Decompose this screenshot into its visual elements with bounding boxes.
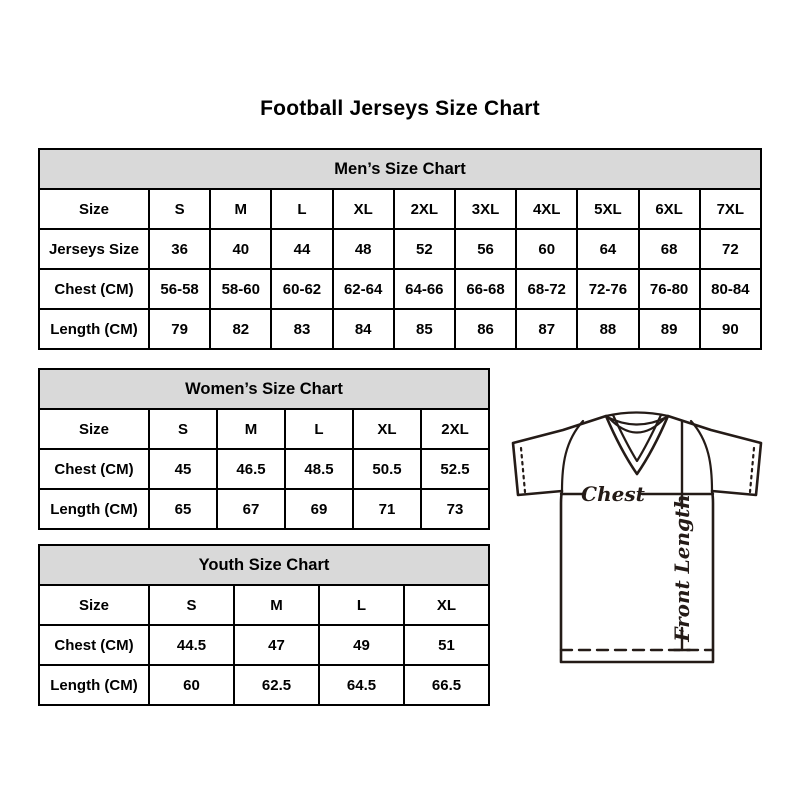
value-cell: S bbox=[149, 409, 217, 449]
value-cell: 79 bbox=[149, 309, 210, 349]
page-title: Football Jerseys Size Chart bbox=[260, 97, 540, 120]
jersey-measurement-diagram bbox=[505, 401, 777, 693]
table-row bbox=[39, 189, 761, 229]
youth-size-table bbox=[38, 544, 490, 704]
value-cell: 3XL bbox=[455, 189, 516, 229]
table-title: Women’s Size Chart bbox=[39, 369, 489, 409]
value-cell: 84 bbox=[333, 309, 394, 349]
right-sleeve-dotted-line bbox=[750, 448, 754, 492]
value-cell: 44.5 bbox=[149, 625, 234, 665]
value-cell: 73 bbox=[421, 489, 489, 529]
size-table bbox=[38, 148, 762, 350]
value-cell: S bbox=[149, 189, 210, 229]
table-title-row bbox=[39, 149, 761, 189]
value-cell: 62.5 bbox=[234, 665, 319, 705]
value-cell: S bbox=[149, 585, 234, 625]
value-cell: 89 bbox=[639, 309, 700, 349]
value-cell: 62-64 bbox=[333, 269, 394, 309]
table-row bbox=[39, 229, 761, 269]
jersey-outline bbox=[513, 416, 761, 662]
value-cell: 46.5 bbox=[217, 449, 285, 489]
value-cell: 72-76 bbox=[577, 269, 638, 309]
value-cell: XL bbox=[404, 585, 489, 625]
value-cell: 49 bbox=[319, 625, 404, 665]
value-cell: 71 bbox=[353, 489, 421, 529]
value-cell: 2XL bbox=[421, 409, 489, 449]
table-row bbox=[39, 665, 489, 705]
size-table bbox=[38, 368, 490, 530]
table-row bbox=[39, 625, 489, 665]
value-cell: 86 bbox=[455, 309, 516, 349]
value-cell: 88 bbox=[577, 309, 638, 349]
row-header-cell: Size bbox=[39, 585, 149, 625]
value-cell: 56-58 bbox=[149, 269, 210, 309]
row-header-cell: Size bbox=[39, 189, 149, 229]
value-cell: 64-66 bbox=[394, 269, 455, 309]
value-cell: 80-84 bbox=[700, 269, 761, 309]
value-cell: 60-62 bbox=[271, 269, 332, 309]
value-cell: 82 bbox=[210, 309, 271, 349]
womens-size-table bbox=[38, 368, 490, 528]
value-cell: 4XL bbox=[516, 189, 577, 229]
chest-label: Chest bbox=[581, 482, 645, 506]
row-header-cell: Length (CM) bbox=[39, 489, 149, 529]
value-cell: 85 bbox=[394, 309, 455, 349]
value-cell: M bbox=[217, 409, 285, 449]
value-cell: L bbox=[271, 189, 332, 229]
value-cell: 64 bbox=[577, 229, 638, 269]
right-armhole-seam bbox=[691, 421, 712, 491]
mens-size-table bbox=[38, 148, 762, 348]
value-cell: 60 bbox=[516, 229, 577, 269]
row-header-cell: Chest (CM) bbox=[39, 625, 149, 665]
table-row bbox=[39, 269, 761, 309]
row-header-cell: Chest (CM) bbox=[39, 449, 149, 489]
value-cell: 36 bbox=[149, 229, 210, 269]
row-header-cell: Length (CM) bbox=[39, 665, 149, 705]
value-cell: 67 bbox=[217, 489, 285, 529]
value-cell: 44 bbox=[271, 229, 332, 269]
table-row bbox=[39, 409, 489, 449]
value-cell: 6XL bbox=[639, 189, 700, 229]
value-cell: 69 bbox=[285, 489, 353, 529]
value-cell: 50.5 bbox=[353, 449, 421, 489]
value-cell: 64.5 bbox=[319, 665, 404, 705]
row-header-cell: Chest (CM) bbox=[39, 269, 149, 309]
value-cell: 58-60 bbox=[210, 269, 271, 309]
value-cell: 66.5 bbox=[404, 665, 489, 705]
row-header-cell: Size bbox=[39, 409, 149, 449]
value-cell: 76-80 bbox=[639, 269, 700, 309]
table-row bbox=[39, 489, 489, 529]
value-cell: M bbox=[234, 585, 319, 625]
value-cell: 72 bbox=[700, 229, 761, 269]
row-header-cell: Length (CM) bbox=[39, 309, 149, 349]
left-armhole-seam bbox=[562, 421, 583, 491]
value-cell: M bbox=[210, 189, 271, 229]
table-title: Youth Size Chart bbox=[39, 545, 489, 585]
value-cell: 48 bbox=[333, 229, 394, 269]
value-cell: 40 bbox=[210, 229, 271, 269]
value-cell: 45 bbox=[149, 449, 217, 489]
table-title: Men’s Size Chart bbox=[39, 149, 761, 189]
table-title-row bbox=[39, 545, 489, 585]
front-length-label: Front Length bbox=[670, 494, 694, 642]
value-cell: 5XL bbox=[577, 189, 638, 229]
left-sleeve-dotted-line bbox=[521, 448, 525, 492]
table-row bbox=[39, 585, 489, 625]
value-cell: 52 bbox=[394, 229, 455, 269]
table-title-row bbox=[39, 369, 489, 409]
value-cell: L bbox=[285, 409, 353, 449]
table-row bbox=[39, 309, 761, 349]
value-cell: 68 bbox=[639, 229, 700, 269]
value-cell: 47 bbox=[234, 625, 319, 665]
value-cell: 90 bbox=[700, 309, 761, 349]
value-cell: 52.5 bbox=[421, 449, 489, 489]
size-table bbox=[38, 544, 490, 706]
value-cell: 51 bbox=[404, 625, 489, 665]
value-cell: 48.5 bbox=[285, 449, 353, 489]
value-cell: 7XL bbox=[700, 189, 761, 229]
value-cell: 56 bbox=[455, 229, 516, 269]
value-cell: 60 bbox=[149, 665, 234, 705]
value-cell: 83 bbox=[271, 309, 332, 349]
value-cell: 87 bbox=[516, 309, 577, 349]
collar-rib-top bbox=[606, 413, 668, 417]
value-cell: 65 bbox=[149, 489, 217, 529]
value-cell: 2XL bbox=[394, 189, 455, 229]
value-cell: XL bbox=[333, 189, 394, 229]
value-cell: 68-72 bbox=[516, 269, 577, 309]
row-header-cell: Jerseys Size bbox=[39, 229, 149, 269]
value-cell: L bbox=[319, 585, 404, 625]
value-cell: XL bbox=[353, 409, 421, 449]
value-cell: 66-68 bbox=[455, 269, 516, 309]
table-row bbox=[39, 449, 489, 489]
